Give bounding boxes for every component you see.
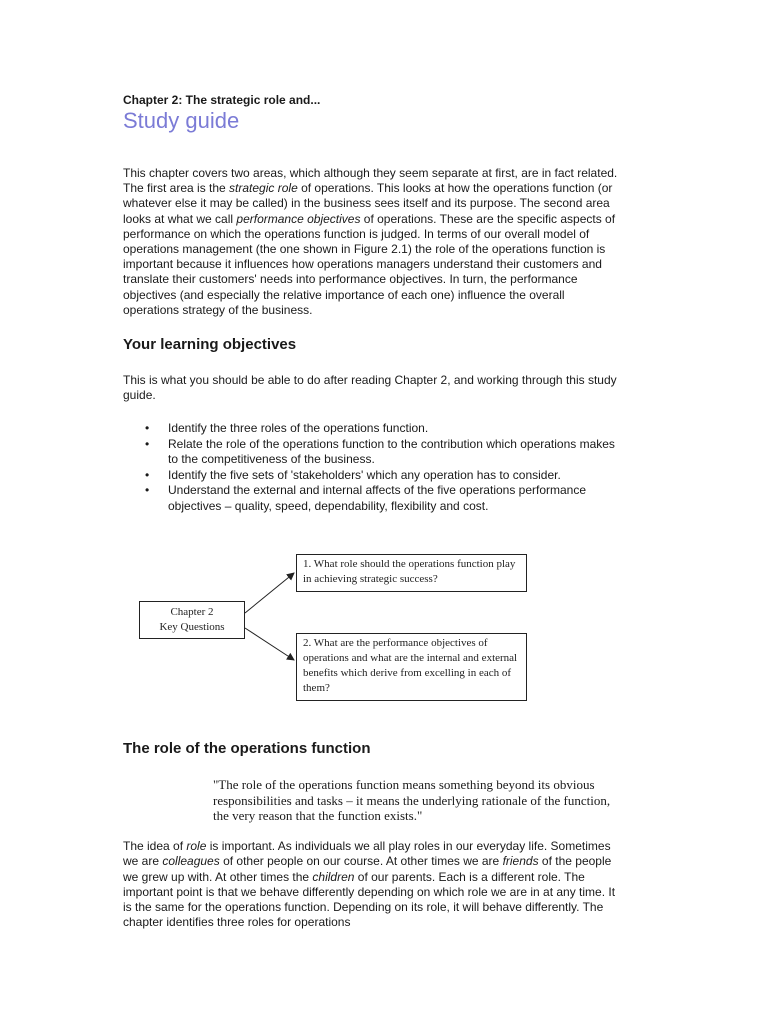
intro-paragraph: This chapter covers two areas, which although they seem separate at first, are in fact related. The first area is the strategic role of operations. This looks at how the operations function (or whatever else it may be called) in the business sees itself and its purpose. The second area looks at what we call performance objectives of operations. These are the specific aspects of performance on which the operations function is judged. In terms of our overall model of operations management (the one shown in Figure 2.1) the role of the operations function is important because it influences how operations managers understand their customers and translate their customers' needs into performance objectives. In turn, the performance objectives (and especially the relative importance of each one) influence the overall operations strategy of the business. — [123, 166, 618, 317]
arrow-to-question-2 — [245, 628, 294, 660]
learning-objectives-heading: Your learning objectives — [123, 336, 297, 353]
list-item: • Identify the five sets of 'stakeholders' which any operation has to consider. — [145, 468, 625, 484]
list-item: • Relate the role of the operations function to the contribution which operations makes to the competitiveness of the business. — [145, 437, 625, 468]
role-paragraph: The idea of role is important. As individuals we all play roles in our everyday life. Sometimes we are colleagues of other people on our course. At other times we are friends of the people we grew up with. At other times the children of our parents. Each is a different role. The important point is that we behave differently depending on which role we are in at any time. It is the same for the operations function. Depending on its role, it will behave differently. The chapter identifies three roles for operations — [123, 839, 616, 930]
center-line-1: Chapter 2 — [170, 606, 214, 618]
key-questions-box — [139, 601, 245, 639]
chapter-header: Chapter 2: The strategic role and... — [123, 93, 321, 107]
list-item: • Understand the external and internal affects of the five operations performance objectives – quality, speed, dependability, flexibility and cost. — [145, 483, 625, 514]
question-1-box: 1. What role should the operations function play in achieving strategic success? — [296, 554, 527, 592]
objectives-intro: This is what you should be able to do after reading Chapter 2, and working through this study guide. — [123, 373, 617, 403]
question-2-box: 2. What are the performance objectives of operations and what are the internal and external benefits which derive from excelling in each of them? — [296, 633, 527, 701]
center-line-2: Key Questions — [159, 621, 225, 633]
role-heading: The role of the operations function — [123, 740, 371, 757]
role-quote: "The role of the operations function means something beyond its obvious responsibilities and tasks – it means the underlying rationale of the function, the very reason that the function exists." — [213, 777, 611, 823]
key-questions-diagram — [130, 548, 540, 708]
list-item: • Identify the three roles of the operations function. — [145, 421, 625, 437]
objectives-list — [145, 421, 625, 514]
arrow-to-question-1 — [245, 573, 294, 613]
page-title: Study guide — [123, 108, 240, 133]
